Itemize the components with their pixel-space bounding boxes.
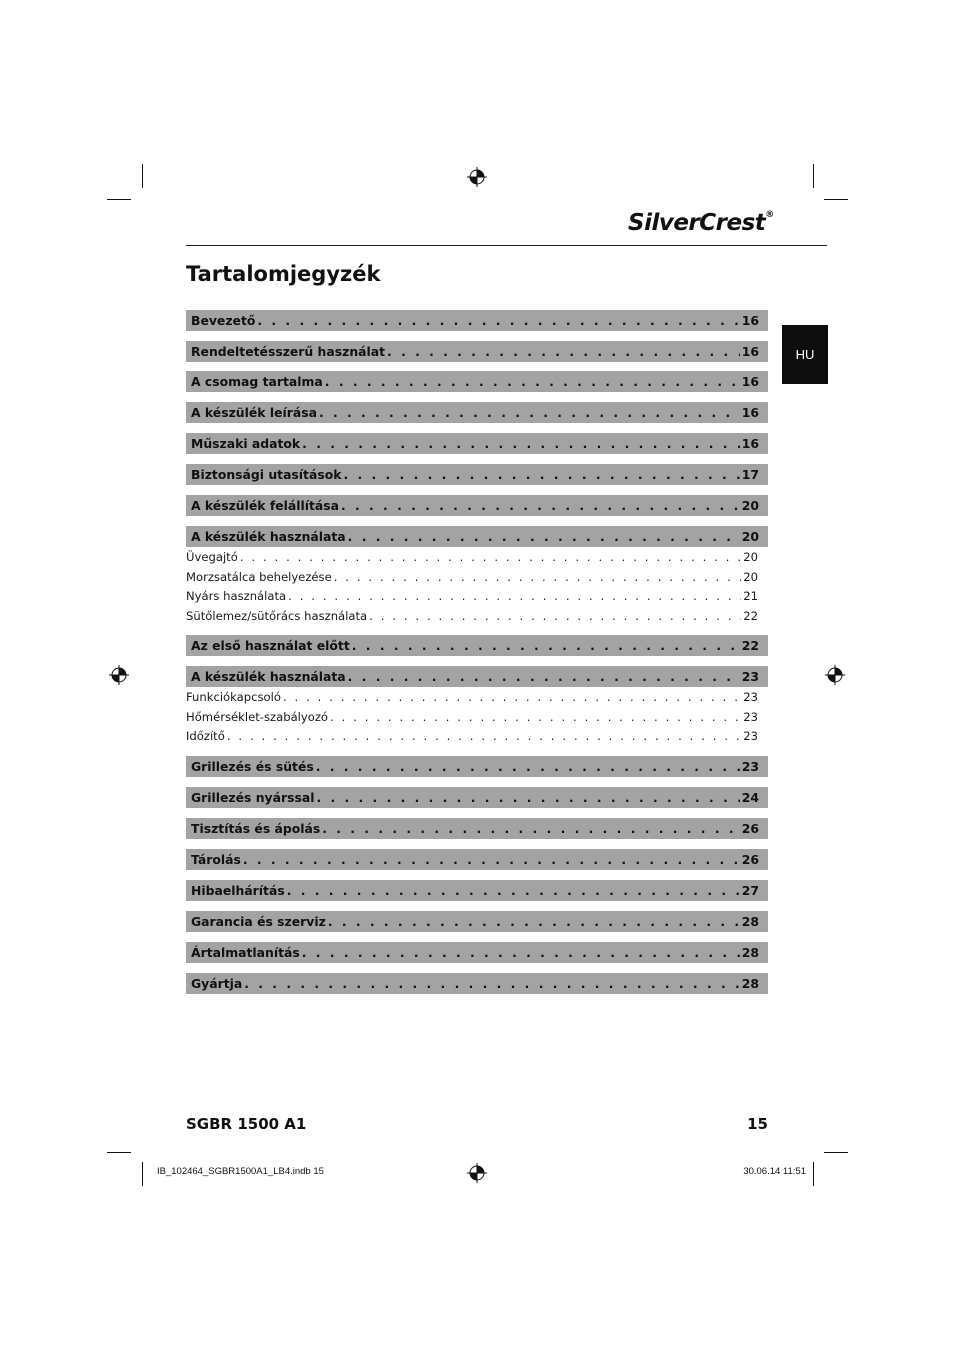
toc-section[interactable] bbox=[186, 464, 768, 485]
toc-subentry-page: 23 bbox=[743, 690, 758, 704]
toc-section-page: 28 bbox=[741, 945, 759, 960]
toc-leader-dots bbox=[240, 550, 741, 564]
toc-subentry-page: 20 bbox=[743, 550, 758, 564]
toc-leader-dots bbox=[348, 529, 740, 544]
toc-section-page: 20 bbox=[741, 529, 759, 544]
toc-section-label: Ártalmatlanítás bbox=[191, 945, 300, 960]
toc-section-label: Garancia és szerviz bbox=[191, 914, 326, 929]
crop-mark bbox=[142, 164, 143, 188]
toc-section-page: 17 bbox=[741, 467, 759, 482]
toc-leader-dots bbox=[330, 710, 741, 724]
toc-section-page: 26 bbox=[741, 852, 759, 867]
toc-section[interactable] bbox=[186, 973, 768, 994]
toc-section-label: A készülék felállítása bbox=[191, 498, 339, 513]
toc-subentry[interactable] bbox=[186, 727, 758, 745]
print-slug-filename: IB_102464_SGBR1500A1_LB4.indb 15 bbox=[157, 1166, 324, 1177]
toc-leader-dots bbox=[302, 436, 740, 451]
toc-section-page: 16 bbox=[741, 374, 759, 389]
toc-section-label: Grillezés és sütés bbox=[191, 759, 314, 774]
toc-leader-dots bbox=[341, 498, 740, 513]
toc-section-label: A készülék használata bbox=[191, 669, 346, 684]
toc-leader-dots bbox=[227, 729, 741, 743]
toc-section-page: 16 bbox=[741, 313, 759, 328]
toc-subentry[interactable] bbox=[186, 587, 758, 605]
toc-section-label: Gyártja bbox=[191, 976, 243, 991]
toc-section-page: 22 bbox=[741, 638, 759, 653]
toc-leader-dots bbox=[343, 467, 739, 482]
toc-section-label: Tárolás bbox=[191, 852, 241, 867]
registration-mark-icon bbox=[825, 665, 845, 685]
toc-section-page: 16 bbox=[741, 405, 759, 420]
page-title: Tartalomjegyzék bbox=[186, 262, 381, 286]
toc-section[interactable] bbox=[186, 787, 768, 808]
toc-section-label: A csomag tartalma bbox=[191, 374, 323, 389]
toc-subentry-page: 23 bbox=[743, 710, 758, 724]
toc-leader-dots bbox=[325, 374, 740, 389]
toc-section[interactable] bbox=[186, 880, 768, 901]
toc-section[interactable] bbox=[186, 756, 768, 777]
toc-section-label: Bevezető bbox=[191, 313, 256, 328]
toc-leader-dots bbox=[334, 570, 742, 584]
toc-section[interactable] bbox=[186, 310, 768, 331]
toc-section-label: A készülék használata bbox=[191, 529, 346, 544]
toc-subentry-label: Funkciókapcsoló bbox=[186, 690, 281, 704]
page-number: 15 bbox=[747, 1115, 768, 1133]
toc-section-page: 24 bbox=[741, 790, 759, 805]
toc-section[interactable] bbox=[186, 341, 768, 362]
crop-mark bbox=[107, 1152, 131, 1153]
toc-section-page: 16 bbox=[741, 436, 759, 451]
toc-subentry[interactable] bbox=[186, 568, 758, 586]
crop-mark bbox=[813, 164, 814, 188]
toc-subentry[interactable] bbox=[186, 548, 758, 566]
toc-section-label: Tisztítás és ápolás bbox=[191, 821, 321, 836]
model-number: SGBR 1500 A1 bbox=[186, 1115, 307, 1133]
registration-mark-icon bbox=[467, 1163, 487, 1183]
toc-section-page: 27 bbox=[741, 883, 759, 898]
toc-section-label: Biztonsági utasítások bbox=[191, 467, 342, 482]
toc-section-page: 20 bbox=[741, 498, 759, 513]
brand-logo-part1: Silver bbox=[628, 210, 700, 236]
toc-leader-dots bbox=[387, 344, 740, 359]
toc-section[interactable] bbox=[186, 371, 768, 392]
toc-leader-dots bbox=[322, 821, 740, 836]
toc-subentry-label: Nyárs használata bbox=[186, 589, 287, 603]
toc-leader-dots bbox=[316, 790, 739, 805]
brand-logo-part2: Crest bbox=[699, 210, 766, 236]
toc-leader-dots bbox=[369, 609, 741, 623]
toc-subentry[interactable] bbox=[186, 688, 758, 706]
toc-subentry[interactable] bbox=[186, 708, 758, 726]
toc-subentry-label: Üvegajtó bbox=[186, 550, 238, 564]
toc-section-page: 28 bbox=[741, 914, 759, 929]
toc-subentry-label: Morzsatálca behelyezése bbox=[186, 570, 332, 584]
toc-section[interactable] bbox=[186, 433, 768, 454]
toc-leader-dots bbox=[348, 669, 740, 684]
crop-mark bbox=[107, 199, 131, 200]
toc-subentry-page: 21 bbox=[743, 589, 758, 603]
toc-subentry-page: 20 bbox=[743, 570, 758, 584]
toc-section-label: A készülék leírása bbox=[191, 405, 317, 420]
crop-mark bbox=[142, 1162, 143, 1186]
toc-leader-dots bbox=[243, 852, 740, 867]
language-tab bbox=[782, 325, 828, 384]
registration-mark-icon bbox=[467, 167, 487, 187]
toc-leader-dots bbox=[283, 690, 741, 704]
registered-mark: ® bbox=[765, 210, 774, 220]
toc-section[interactable] bbox=[186, 495, 768, 516]
crop-mark bbox=[824, 1152, 848, 1153]
toc-section-label: Műszaki adatok bbox=[191, 436, 301, 451]
toc-leader-dots bbox=[316, 759, 740, 774]
toc-section-page: 28 bbox=[741, 976, 759, 991]
toc-subentry-label: Hőmérséklet-szabályozó bbox=[186, 710, 329, 724]
toc-section-label: Grillezés nyárssal bbox=[191, 790, 315, 805]
toc-section-page: 23 bbox=[741, 669, 759, 684]
toc-section[interactable] bbox=[186, 942, 768, 963]
toc-section[interactable] bbox=[186, 818, 768, 839]
toc-section-label: Hibaelhárítás bbox=[191, 883, 285, 898]
toc-section-page: 16 bbox=[741, 344, 759, 359]
brand-logo bbox=[628, 210, 774, 236]
toc-section-page: 26 bbox=[741, 821, 759, 836]
toc-section[interactable] bbox=[186, 666, 768, 687]
toc-section[interactable] bbox=[186, 849, 768, 870]
toc-section-label: Rendeltetésszerű használat bbox=[191, 344, 386, 359]
toc-section-label: Az első használat előtt bbox=[191, 638, 350, 653]
toc-leader-dots bbox=[302, 945, 740, 960]
toc-section[interactable] bbox=[186, 402, 768, 423]
print-slug-timestamp: 30.06.14 11:51 bbox=[743, 1166, 806, 1177]
toc-section[interactable] bbox=[186, 911, 768, 932]
crop-mark bbox=[824, 199, 848, 200]
toc-section-page: 23 bbox=[741, 759, 759, 774]
toc-subentry-page: 22 bbox=[743, 609, 758, 623]
toc-leader-dots bbox=[319, 405, 740, 420]
toc-leader-dots bbox=[244, 976, 739, 991]
language-tab-label: HU bbox=[795, 347, 815, 362]
crop-mark bbox=[813, 1162, 814, 1186]
registration-mark-icon bbox=[109, 665, 129, 685]
toc-subentry-page: 23 bbox=[743, 729, 758, 743]
toc-leader-dots bbox=[328, 914, 740, 929]
header-rule bbox=[186, 245, 827, 246]
toc-subentry-label: Időzítő bbox=[186, 729, 225, 743]
toc-section[interactable] bbox=[186, 526, 768, 547]
toc-leader-dots bbox=[257, 313, 739, 328]
toc-leader-dots bbox=[288, 589, 741, 603]
toc-subentry-label: Sütőlemez/sütőrács használata bbox=[186, 609, 368, 623]
toc-leader-dots bbox=[287, 883, 740, 898]
toc-leader-dots bbox=[352, 638, 740, 653]
toc-section[interactable] bbox=[186, 635, 768, 656]
toc-subentry[interactable] bbox=[186, 607, 758, 625]
